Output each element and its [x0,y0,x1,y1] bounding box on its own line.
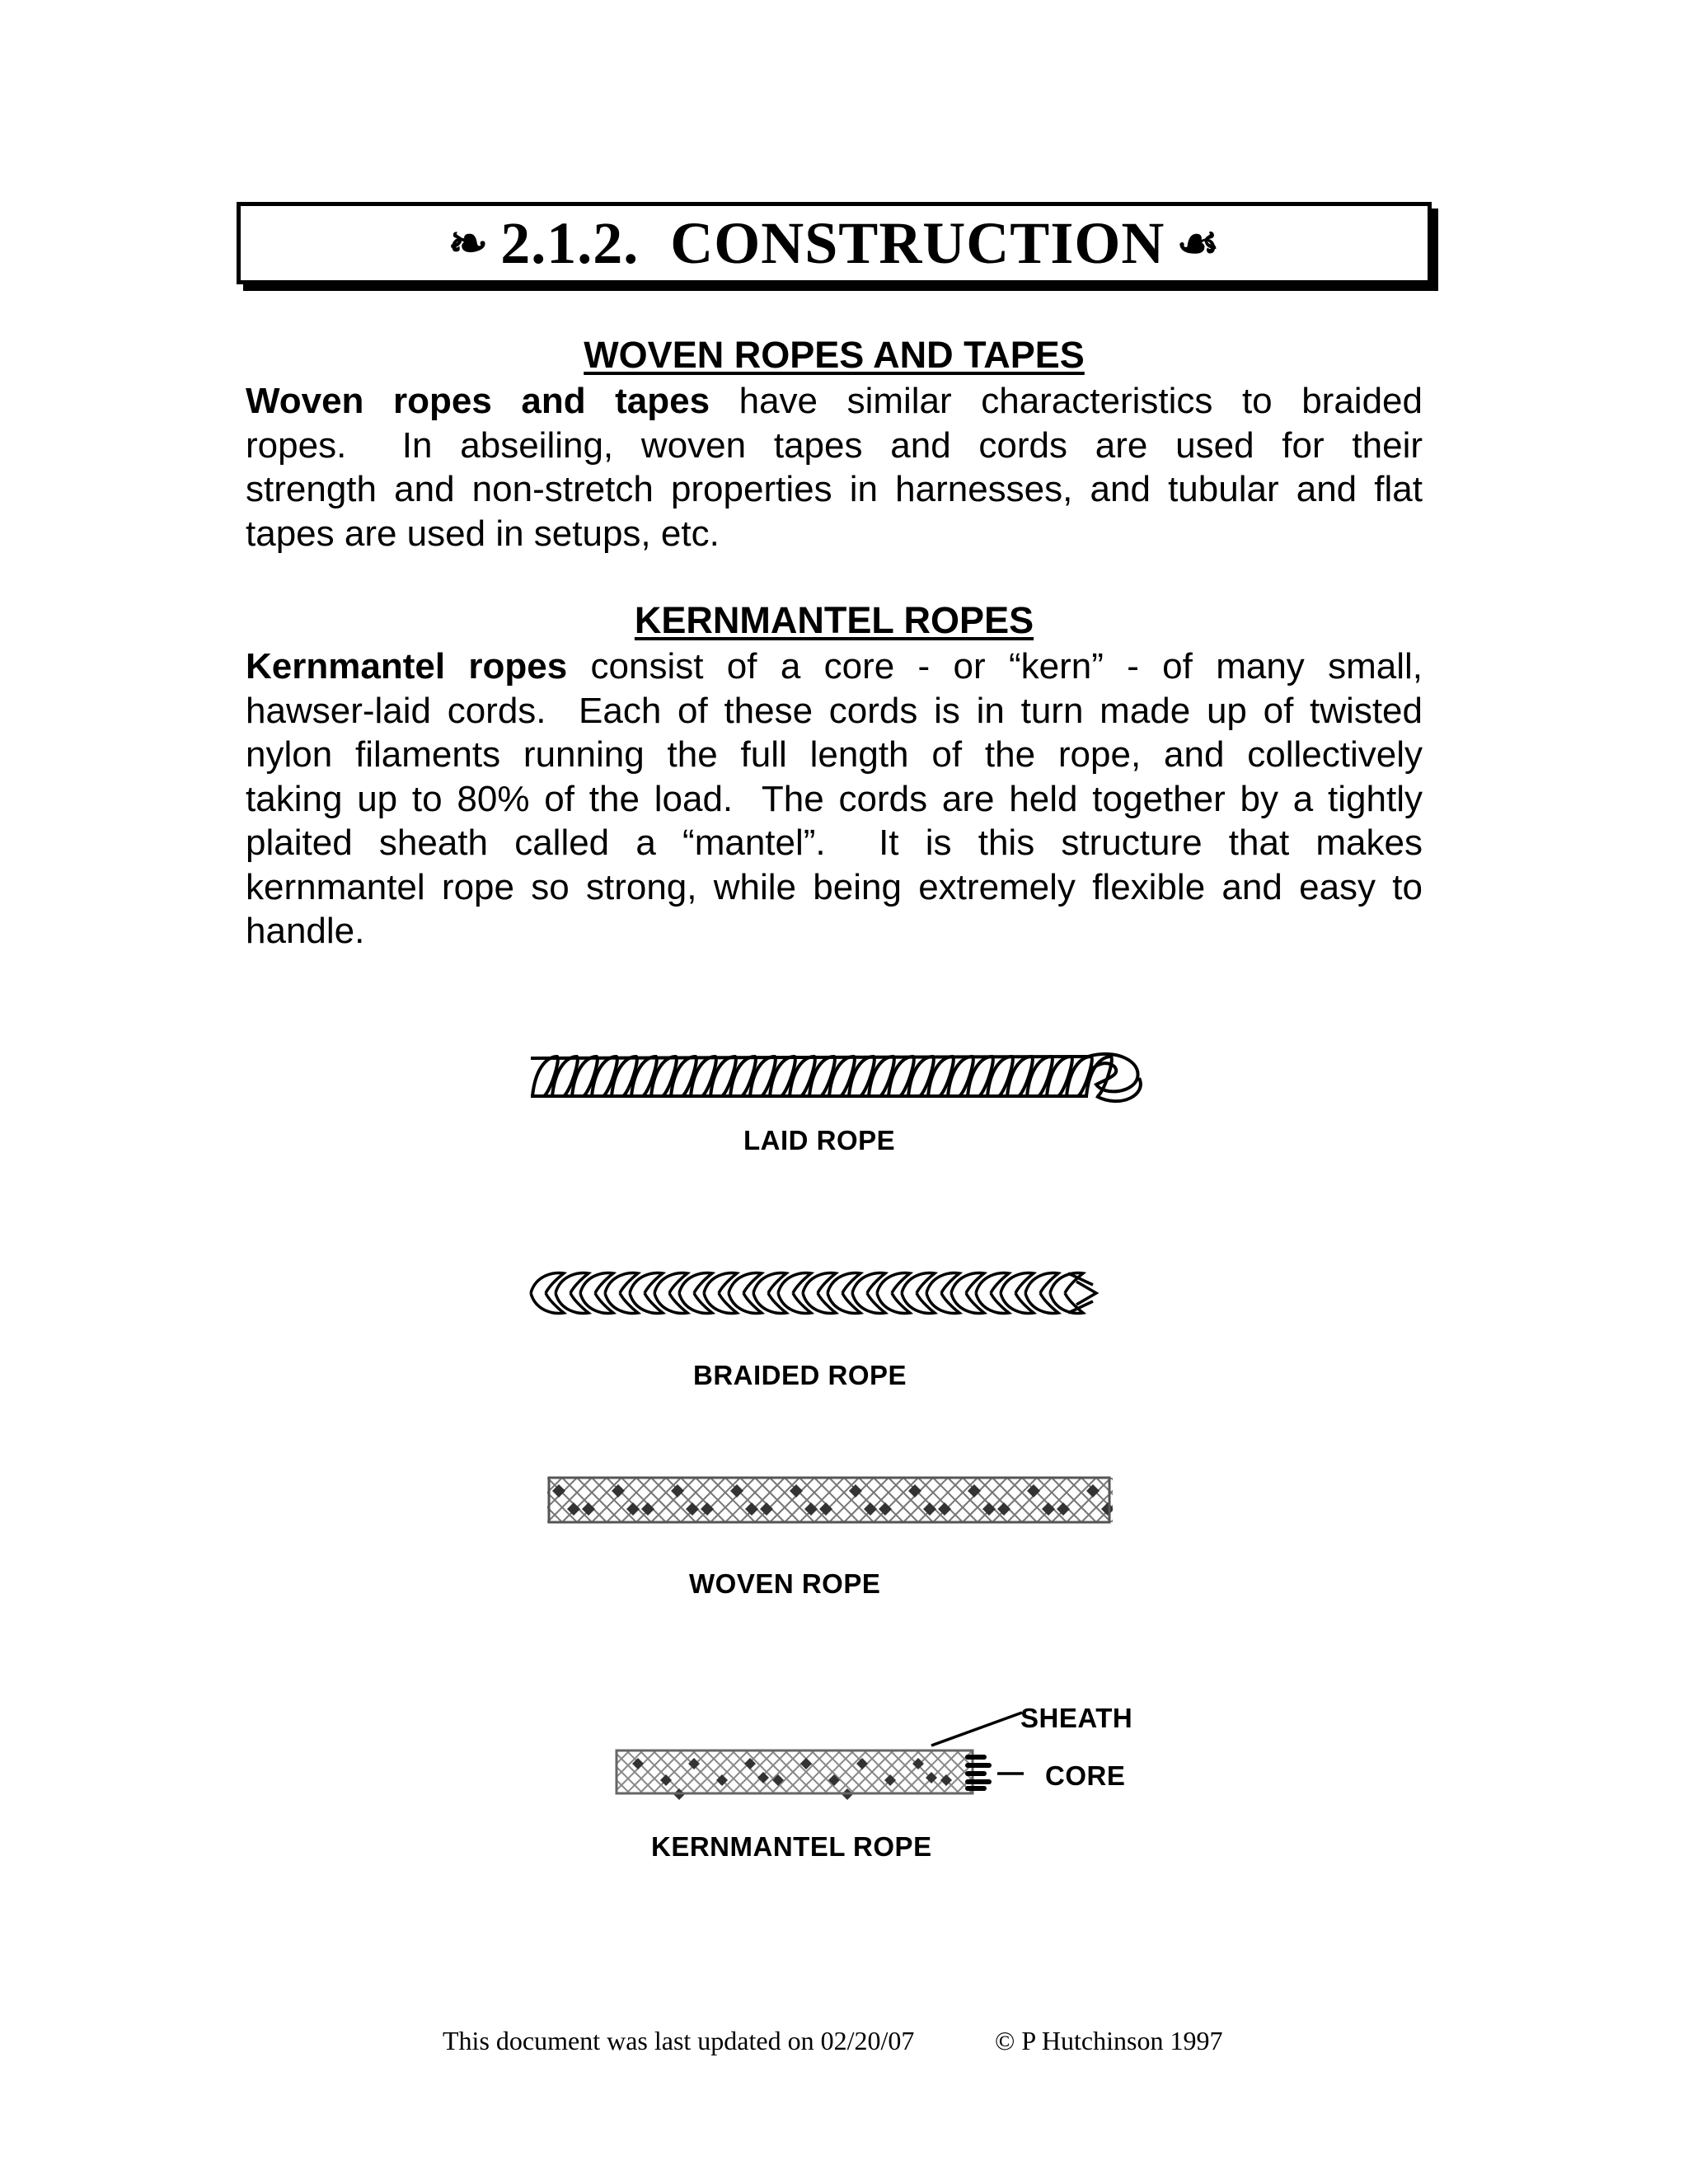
braided-rope-illustration [524,1265,1101,1321]
woven-paragraph [246,379,1423,555]
woven-line-2: ropes. In abseiling, woven tapes and cords are used for their [246,424,1423,466]
kern-line-2: hawser-laid cords. Each of these cords is in turn made up of twisted [246,690,1423,731]
title-box [237,202,1432,284]
kern-block [828,1774,840,1786]
woven-lead: Woven ropes and tapes [246,381,710,421]
kern-block [912,1758,924,1769]
braided-rope-label: BRAIDED ROPE [693,1360,907,1390]
woven-line-1-text: have similar characteristics to braided [710,381,1423,421]
footer-updated: This document was last updated on 02/20/07 [443,2026,915,2055]
ornament-right-icon: ☙ [1176,217,1221,270]
kern-line-5: plaited sheath called a “mantel”. It is this structure that makes [246,823,1423,863]
laid-rope-illustration [528,1045,1154,1114]
kern-core [968,1757,989,1788]
laid-strands [531,1054,1141,1101]
sheath-leader [931,1713,1022,1746]
kern-pattern [617,1713,1024,1800]
kernmantel-lead: Kernmantel ropes [246,646,568,687]
kern-block [688,1758,700,1769]
kern-block [772,1774,784,1786]
kern-line-6: kernmantel rope so strong, while being extremely flexible and easy to [246,866,1423,907]
kern-line-1 [246,644,1423,689]
kern-line-1-text: consist of a core - or “kern” - of many small, [567,646,1423,687]
page-title-text: 2.1.2. CONSTRUCTION [500,209,1165,276]
kern-line-3: nylon filaments running the full length of the rope, and collectively [246,734,1423,775]
kernmantel-rope-illustration [613,1698,1025,1805]
braid-strands [531,1273,1096,1314]
woven-pattern [547,1475,1113,1525]
woven-line-1 [246,379,1423,424]
kernmantel-paragraph [246,644,1423,954]
woven-line [1111,1478,1113,1522]
footer-copyright: © P Hutchinson 1997 [995,2026,1223,2055]
kernmantel-heading: KERNMANTEL ROPES [634,599,1034,641]
kern-lattice [617,1750,973,1793]
laid-edge-top [531,1057,1088,1058]
ornament-left-icon: ❧ [448,217,490,270]
sheath-label: SHEATH [1020,1703,1133,1733]
woven-heading: WOVEN ROPES AND TAPES [584,334,1085,376]
braid-end [1068,1273,1096,1313]
kern-line-4: taking up to 80% of the load. The cords are held together by a tightly [246,778,1423,819]
woven-line-4: tapes are used in setups, etc. [246,513,720,554]
woven-line-3: strength and non-stretch properties in harnesses, and tubular and flat [246,469,1423,509]
woven-rope-label: WOVEN ROPE [689,1568,881,1599]
kernmantel-rope-label: KERNMANTEL ROPE [651,1831,932,1862]
woven-rope-illustration [547,1475,1113,1525]
core-label: CORE [1045,1760,1126,1791]
kern-line-7: handle. [246,911,365,951]
woven-line [1111,1478,1113,1522]
laid-rope-label: LAID ROPE [743,1125,896,1155]
page-title [437,209,1232,278]
